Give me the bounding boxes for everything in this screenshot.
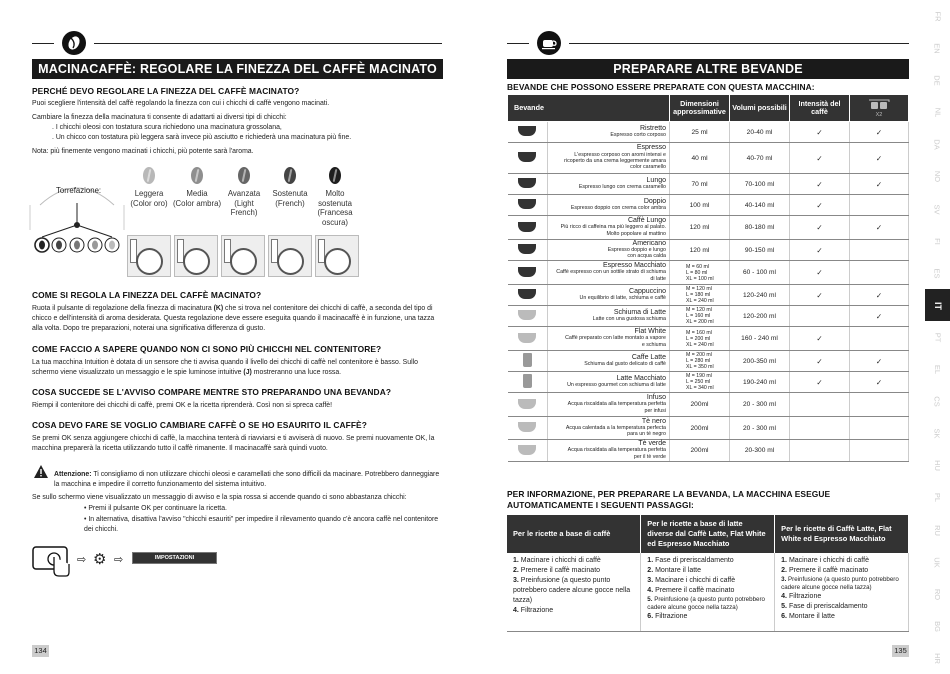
size-value: L = 250 ml	[686, 379, 711, 385]
volume-range: 20 - 300 ml	[730, 393, 790, 417]
drink-name-cell	[548, 372, 670, 393]
volume-range: 90-150 ml	[730, 240, 790, 261]
double-check: ✓	[850, 122, 909, 143]
bullet-item: . I chicchi oleosi con tostatura scura richiedono una macinatura grossolana,	[52, 124, 282, 131]
col-header-range: Volumi possibili	[730, 95, 790, 122]
volume-range: 190-240 ml	[730, 372, 790, 393]
drink-name-cell	[548, 261, 670, 285]
grind-illustration	[127, 235, 171, 277]
arrow-right-icon: ⇨	[114, 554, 124, 566]
drink-name-cell	[548, 393, 670, 417]
volume-range: 20-40 ml	[730, 122, 790, 143]
intensity-check: ✓	[790, 195, 850, 216]
paragraph: Se premi OK senza aggiungere chicchi di caffè, la macchina tenterà di riavviarsi e ti avviserà di nuovo. Se premi nuovamente OK, la macchina preparerà la ricetta utilizzando tutto il caffè rimanente. Il macinacaffè sarà quindi vuoto.	[32, 435, 435, 452]
drink-description: Espresso doppio e lungo	[607, 246, 666, 253]
grind-illustration	[315, 235, 359, 277]
table-row	[508, 195, 909, 216]
double-check: ✓	[850, 372, 909, 393]
automatic-steps-table	[507, 515, 909, 632]
coffee-bean-icon	[143, 167, 155, 184]
drink-description: Espresso lungo con crema caramello	[578, 184, 666, 190]
drink-name-cell	[548, 417, 670, 440]
drink-description: per il tè verde	[633, 453, 666, 460]
approx-size-cell	[670, 393, 730, 417]
language-tabs	[925, 0, 950, 674]
section-title-bar: PREPARARE ALTRE BEVANDE	[507, 59, 909, 79]
intensity-check	[790, 306, 850, 327]
drink-name: Flat White	[634, 328, 666, 336]
drink-name: Caffè Lungo	[627, 217, 666, 225]
approx-size-cell	[670, 261, 730, 285]
bullet-item: • Premi il pulsante OK per continuare la ricetta.	[84, 505, 227, 512]
language-tab-ru[interactable]: RU	[933, 525, 942, 536]
table-row	[508, 351, 909, 372]
drink-name: Espresso	[636, 144, 666, 152]
drink-name: Tè nero	[641, 417, 666, 425]
size-value: M = 60 ml	[686, 263, 709, 270]
step-item: 5. Preinfusione (a questo punto potrebbero cadere alcune gocce nella tazza)	[647, 596, 765, 611]
size-value: 40 ml	[691, 154, 708, 162]
drink-description: e schiuma	[641, 341, 666, 348]
step-item: 1. Macinare i chicchi di caffè	[781, 557, 869, 564]
drink-description: Caffè preparato con latte montato a vapore	[565, 335, 666, 342]
cup-icon	[523, 374, 532, 388]
coffee-bean-icon	[284, 167, 296, 184]
drink-description: L'espresso corposo con aromi intensi e	[574, 151, 666, 158]
intensity-check: ✓	[790, 174, 850, 195]
drink-image	[508, 327, 548, 351]
warning-icon	[34, 465, 48, 478]
intensity-check	[790, 440, 850, 462]
step-item: 2. Premere il caffè macinato	[781, 567, 869, 574]
steps-column	[775, 553, 909, 631]
drink-name-cell	[548, 440, 670, 462]
drink-image	[508, 351, 548, 372]
table-heading: BEVANDE CHE POSSONO ESSERE PREPARATE CON QUESTA MACCHINA:	[507, 82, 815, 92]
drink-description: con acqua calda	[627, 253, 666, 260]
steps-column	[641, 553, 775, 631]
table-row	[508, 327, 909, 351]
roast-level	[124, 167, 174, 208]
coffee-bean-icon	[191, 167, 203, 184]
volume-range: 20 - 300 ml	[730, 417, 790, 440]
drink-name-cell	[548, 306, 670, 327]
size-value: L = 160 ml	[686, 313, 711, 319]
step-item: 1. Macinare i chicchi di caffè	[513, 557, 601, 564]
drink-name: Schiuma di Latte	[613, 308, 666, 316]
drink-description: Più ricco di caffeina ma più leggero al palato.	[560, 224, 666, 231]
steps-column-header: Per le ricette a base di latte diverse dal Caffè Latte, Flat White ed Espresso Macchiato	[641, 515, 775, 553]
grind-illustration	[221, 235, 265, 277]
volume-range: 40-70 ml	[730, 143, 790, 174]
col-header-beverages: Bevande	[508, 95, 670, 122]
approx-size-cell	[670, 216, 730, 240]
drink-image	[508, 216, 548, 240]
paragraph: Riempi il contenitore dei chicchi di caffè, premi OK e la ricetta riprenderà. Così non si spreca caffè!	[32, 402, 333, 409]
step-item: 6. Filtrazione	[647, 613, 688, 620]
roast-level	[310, 167, 360, 227]
drink-description: per infusi	[644, 407, 666, 414]
drink-name: Infuso	[646, 394, 666, 402]
drink-description: Un espresso gourmet con schiuma di latte	[567, 382, 666, 388]
double-check	[850, 327, 909, 351]
size-value: 70 ml	[691, 180, 708, 188]
intensity-check	[790, 417, 850, 440]
coffee-bean-icon	[238, 167, 250, 184]
language-tab-en[interactable]: EN	[932, 43, 942, 54]
beverages-table	[507, 94, 909, 462]
paragraph: Cambiare la finezza della macinatura ti consente di adattarti ai diversi tipi di chicchi:	[32, 114, 287, 121]
step-item: 1. Fase di preriscaldamento	[647, 557, 734, 564]
drink-name: Americano	[632, 239, 666, 247]
drink-image	[508, 240, 548, 261]
page-number: 135	[892, 645, 909, 657]
coffee-bean-icon	[62, 31, 86, 55]
grind-illustration	[174, 235, 218, 277]
step-item: 5. Fase di preriscaldamento	[781, 603, 868, 610]
double-check: ✓	[850, 143, 909, 174]
language-tab-nl[interactable]: NL	[933, 107, 942, 118]
intensity-check: ✓	[790, 261, 850, 285]
note: Nota: più finemente vengono macinati i chicchi, più potente sarà l'aroma.	[32, 148, 254, 155]
col-header-double: X2	[850, 95, 909, 122]
step-item: 3. Preinfusione (a questo punto potrebbero cadere alcune gocce nella tazza)	[781, 576, 899, 591]
drink-description: Espresso corto corposo	[610, 132, 666, 138]
approx-size-cell	[670, 122, 730, 143]
drink-name-cell	[548, 285, 670, 306]
paragraph: Ruota il pulsante di regolazione della finezza di macinatura (K) che si trova nel contenitore dei chicchi di caffè, a seconda del tipo di chicco e dell'intensità di aroma desiderata. Questa regolazione deve essere eseguita quando il macinacaffè è in funzione, una tazza alla volta. Dopo tre preparazioni, noterai una significativa differenza di gusto.	[32, 305, 435, 332]
roast-level	[172, 167, 222, 208]
language-tab-pt[interactable]: PT	[933, 332, 942, 343]
table-row	[508, 285, 909, 306]
coffee-bean-icon	[329, 167, 341, 184]
drink-name-cell	[548, 143, 670, 174]
step-item: 6. Montare il latte	[781, 613, 835, 620]
col-header-intensity: Intensità del caffè	[790, 95, 850, 122]
volume-range: 70-100 ml	[730, 174, 790, 195]
double-check	[850, 240, 909, 261]
double-check	[850, 195, 909, 216]
drink-description: color caramello	[630, 164, 666, 171]
step-item: 4. Filtrazione	[513, 607, 554, 614]
size-value: M = 200 ml	[686, 352, 712, 358]
drink-image	[508, 122, 548, 143]
roast-level	[265, 167, 315, 208]
warning-text: Attenzione: Ti consigliamo di non utilizzare chicchi oleosi e caramellati che sono difficili da macinare. Potrebbero danneggiare la macchina e impedire il corretto funzionamento del sistema intuitivo.	[54, 471, 440, 488]
drink-description: Acqua riscaldata alla temperatura perfetta	[567, 447, 666, 454]
approx-size-cell	[670, 372, 730, 393]
double-check: ✓	[850, 174, 909, 195]
roast-level-label: Sostenuta (French)	[272, 189, 308, 208]
cup-icon	[523, 353, 532, 367]
drink-name: Espresso Macchiato	[602, 262, 666, 270]
steps-column	[507, 553, 641, 631]
step-item: 4. Premere il caffè macinato	[647, 587, 735, 594]
intensity-check: ✓	[790, 240, 850, 261]
step-item: 2. Premere il caffè macinato	[513, 567, 601, 574]
drink-image	[508, 440, 548, 462]
drink-description: Latte con una gustosa schiuma	[592, 316, 666, 322]
approx-size-cell	[670, 440, 730, 462]
approx-size-cell	[670, 240, 730, 261]
heading-during: COSA SUCCEDE SE L'AVVISO COMPARE MENTRE STO PREPARANDO UNA BEVANDA?	[32, 387, 392, 397]
drink-image	[508, 143, 548, 174]
volume-range: 200-350 ml	[730, 351, 790, 372]
language-tab-fr[interactable]: FR	[933, 11, 942, 22]
cup-icon	[518, 289, 536, 299]
roast-level-label: Leggera (Color oro)	[130, 189, 168, 208]
size-value: L = 80 ml	[686, 269, 708, 276]
language-tab-sv[interactable]: SV	[932, 204, 942, 215]
drink-image	[508, 417, 548, 440]
table-row	[508, 240, 909, 261]
double-check: ✓	[850, 285, 909, 306]
heading-change: COSA DEVO FARE SE VOGLIO CAMBIARE CAFFÈ O SE HO ESAURITO IL CAFFÈ?	[32, 420, 367, 430]
language-tab-uk[interactable]: UK	[932, 557, 942, 568]
size-value: XL = 240 ml	[686, 298, 714, 304]
approx-size-cell	[670, 143, 730, 174]
paragraph: Se sullo schermo viene visualizzato un messaggio di avviso e la spia rossa si accende quando ci sono abbastanza chicchi:	[32, 494, 407, 501]
cup-icon	[518, 445, 536, 455]
drink-image	[508, 285, 548, 306]
coffee-cup-icon	[537, 31, 561, 55]
arrow-right-icon: ⇨	[77, 554, 87, 566]
step-item: 3. Macinare i chicchi di caffè	[647, 577, 736, 584]
approx-size-cell	[670, 174, 730, 195]
approx-size-cell	[670, 285, 730, 306]
roast-level-label: Avanzata (Light French)	[227, 189, 261, 217]
table-row	[508, 306, 909, 327]
drink-image	[508, 174, 548, 195]
drink-name-cell	[548, 216, 670, 240]
double-check	[850, 440, 909, 462]
drink-name-cell	[548, 351, 670, 372]
section-title-bar: MACINACAFFÈ: REGOLARE LA FINEZZA DEL CAFFÈ MACINATO	[32, 59, 443, 79]
drink-name-cell	[548, 240, 670, 261]
cup-icon	[518, 222, 536, 232]
language-tab-el[interactable]: EL	[933, 364, 942, 375]
drink-image	[508, 372, 548, 393]
drink-name: Cappuccino	[629, 287, 666, 295]
language-tab-cs[interactable]: CS	[932, 396, 942, 407]
cup-icon	[518, 310, 536, 320]
approx-size-cell	[670, 306, 730, 327]
drink-name: Ristretto	[639, 124, 666, 132]
volume-range: 20-300 ml	[730, 440, 790, 462]
steps-column-header: Per le ricette a base di caffè	[507, 515, 641, 553]
volume-range: 60 - 100 ml	[730, 261, 790, 285]
heading-how: COME SI REGOLA LA FINEZZA DEL CAFFÈ MACINATO?	[32, 290, 262, 300]
intensity-check: ✓	[790, 372, 850, 393]
cup-icon	[518, 267, 536, 277]
intensity-check: ✓	[790, 285, 850, 306]
double-check: ✓	[850, 216, 909, 240]
table-row	[508, 216, 909, 240]
language-tab-pl[interactable]: PL	[933, 492, 942, 503]
cup-icon	[518, 126, 536, 136]
drink-description: Un equilibrio di latte, schiuma e caffè	[579, 295, 666, 301]
drink-name: Caffe Latte	[631, 353, 666, 361]
bullet-item: . Un chicco con tostatura più leggera sarà invece più asciutto e richiederà una macinatura più fine.	[52, 134, 352, 141]
touchscreen-tap-icon	[32, 546, 72, 578]
table-row	[508, 440, 909, 462]
language-tab-hu[interactable]: HU	[933, 460, 942, 471]
gear-icon: ⚙	[93, 551, 107, 568]
size-value: L = 200 ml	[686, 335, 711, 342]
heading-sensor: COME FACCIO A SAPERE QUANDO NON CI SONO PIÙ CHICCHI NEL CONTENITORE?	[32, 344, 382, 354]
size-value: 100 ml	[689, 201, 710, 209]
size-value: 200ml	[690, 424, 709, 432]
paragraph: La tua macchina Intuition è dotata di un sensore che ti avvisa quando il livello dei chicchi di caffè nel contenitore è basso. Sullo schermo viene visualizzato un messaggio e le spie luminose intuitive (J) mostreranno una luce rossa.	[32, 359, 418, 376]
language-tab-es[interactable]: ES	[932, 268, 942, 279]
intensity-check: ✓	[790, 351, 850, 372]
language-tab-bg[interactable]: BG	[933, 621, 942, 632]
approx-size-cell	[670, 351, 730, 372]
size-value: M = 190 ml	[686, 373, 712, 379]
intensity-check: ✓	[790, 122, 850, 143]
approx-size-cell	[670, 327, 730, 351]
drink-name-cell	[548, 195, 670, 216]
language-tab-ro[interactable]: RO	[933, 588, 942, 601]
drink-image	[508, 393, 548, 417]
drink-name: Lungo	[646, 176, 666, 184]
header-rule	[569, 43, 909, 44]
header-rule	[507, 43, 529, 44]
language-tab-de[interactable]: DE	[932, 75, 942, 86]
language-tab-da[interactable]: DA	[932, 139, 942, 150]
drink-description: Caffè espresso con un sottile strato di schiuma	[556, 269, 666, 276]
settings-button[interactable]: IMPOSTAZIONI	[132, 552, 217, 564]
heading-why: PERCHÉ DEVO REGOLARE LA FINEZZA DEL CAFFÈ MACINATO?	[32, 86, 300, 96]
size-value: 200ml	[690, 447, 709, 454]
volume-range: 80-180 ml	[730, 216, 790, 240]
steps-column-header: Per le ricette di Caffè Latte, Flat White ed Espresso Macchiato	[775, 515, 909, 553]
cup-icon	[518, 178, 536, 188]
grind-illustration	[268, 235, 312, 277]
volume-range: 160 - 240 ml	[730, 327, 790, 351]
cup-icon	[518, 333, 536, 343]
roast-label: Torrefazione:	[56, 186, 102, 195]
drink-image	[508, 306, 548, 327]
double-check: ✓	[850, 306, 909, 327]
drink-image	[508, 195, 548, 216]
roast-level-label: Molto sostenuta (Francesa oscura)	[317, 189, 353, 227]
volume-range: 40-140 ml	[730, 195, 790, 216]
drink-name-cell	[548, 122, 670, 143]
approx-size-cell	[670, 417, 730, 440]
drink-description: di latte	[650, 275, 666, 282]
cup-icon	[518, 399, 536, 409]
table-row	[508, 393, 909, 417]
double-check	[850, 261, 909, 285]
drink-name: Tè verde	[638, 440, 666, 448]
table-row	[508, 143, 909, 174]
step-item: 3. Preinfusione (a questo punto potrebbero cadere alcune gocce nella tazza)	[513, 577, 631, 604]
double-check	[850, 393, 909, 417]
size-value: 120 ml	[689, 246, 710, 254]
language-tab-no[interactable]: NO	[933, 170, 942, 183]
size-value: XL = 100 ml	[686, 275, 714, 282]
size-value: 25 ml	[691, 128, 708, 136]
drink-description: para un té negro	[627, 431, 666, 438]
size-value: XL = 240 ml	[686, 341, 714, 348]
header-rule	[32, 43, 54, 44]
bullet-item: • In alternativa, disattiva l'avviso "chicchi esauriti" per impedire il rilevamento quando c'è ancora caffè nel contenitore dei chicchi.	[84, 516, 439, 533]
table-row	[508, 372, 909, 393]
drink-description: Molto popolare al mattino	[606, 230, 666, 237]
size-value: L = 280 ml	[686, 358, 711, 364]
drink-name: Doppio	[643, 197, 666, 205]
drink-name: Latte Macchiato	[616, 374, 666, 382]
approx-size-cell	[670, 195, 730, 216]
cup-icon	[518, 244, 536, 254]
double-check	[850, 417, 909, 440]
roast-level	[219, 167, 269, 218]
steps-heading: PER INFORMAZIONE, PER PREPARARE LA BEVANDA, LA MACCHINA ESEGUE AUTOMATICAMENTE I SEGUENTI PASSAGGI:	[507, 489, 831, 510]
drink-description: ricoperto da una crema leggermente amara	[564, 158, 666, 164]
drink-description: Espresso doppio con crema color ambra	[570, 205, 666, 211]
language-tab-sk[interactable]: SK	[932, 428, 942, 439]
size-value: 120 ml	[689, 224, 710, 231]
drink-description: Schiuma dal gusto delicato di caffè	[584, 361, 666, 367]
intensity-check: ✓	[790, 327, 850, 351]
col-header-size: Dimensioni approssimative	[670, 95, 730, 122]
table-row	[508, 122, 909, 143]
size-value: M = 120 ml	[686, 286, 712, 292]
step-item: 4. Filtrazione	[781, 593, 822, 600]
language-tab-hr[interactable]: HR	[933, 653, 942, 664]
intensity-check	[790, 393, 850, 417]
cup-icon	[518, 422, 536, 432]
drink-description: Acqua riscaldata alla temperatura perfetta	[567, 401, 666, 408]
step-item: 2. Montare il latte	[647, 567, 702, 574]
size-value: 200ml	[690, 401, 709, 408]
cup-icon	[518, 199, 536, 209]
page-number: 134	[32, 645, 49, 657]
table-row	[508, 174, 909, 195]
header-rule	[94, 43, 442, 44]
double-check: ✓	[850, 351, 909, 372]
drink-name-cell	[548, 174, 670, 195]
volume-range: 120-200 ml	[730, 306, 790, 327]
drink-description: Acqua calentada a la temperatura perfecta	[565, 424, 666, 431]
drink-name-cell	[548, 327, 670, 351]
drink-image	[508, 261, 548, 285]
intensity-check: ✓	[790, 216, 850, 240]
size-value: L = 180 ml	[686, 292, 711, 298]
size-value: M = 160 ml	[686, 329, 712, 336]
size-value: M = 120 ml	[686, 307, 712, 313]
table-row	[508, 417, 909, 440]
table-row	[508, 261, 909, 285]
cup-icon	[518, 152, 536, 162]
intensity-check: ✓	[790, 143, 850, 174]
language-tab-fi[interactable]: FI	[932, 238, 942, 245]
language-tab-it[interactable]: IT	[925, 289, 950, 321]
size-value: XL = 350 ml	[686, 364, 714, 370]
paragraph: Puoi scegliere l'intensità del caffè regolando la finezza con cui i chicchi di caffè vengono macinati.	[32, 100, 330, 107]
volume-range: 120-240 ml	[730, 285, 790, 306]
size-value: XL = 340 ml	[686, 385, 714, 391]
size-value: XL = 200 ml	[686, 319, 714, 325]
roast-level-label: Media (Color ambra)	[172, 189, 222, 208]
